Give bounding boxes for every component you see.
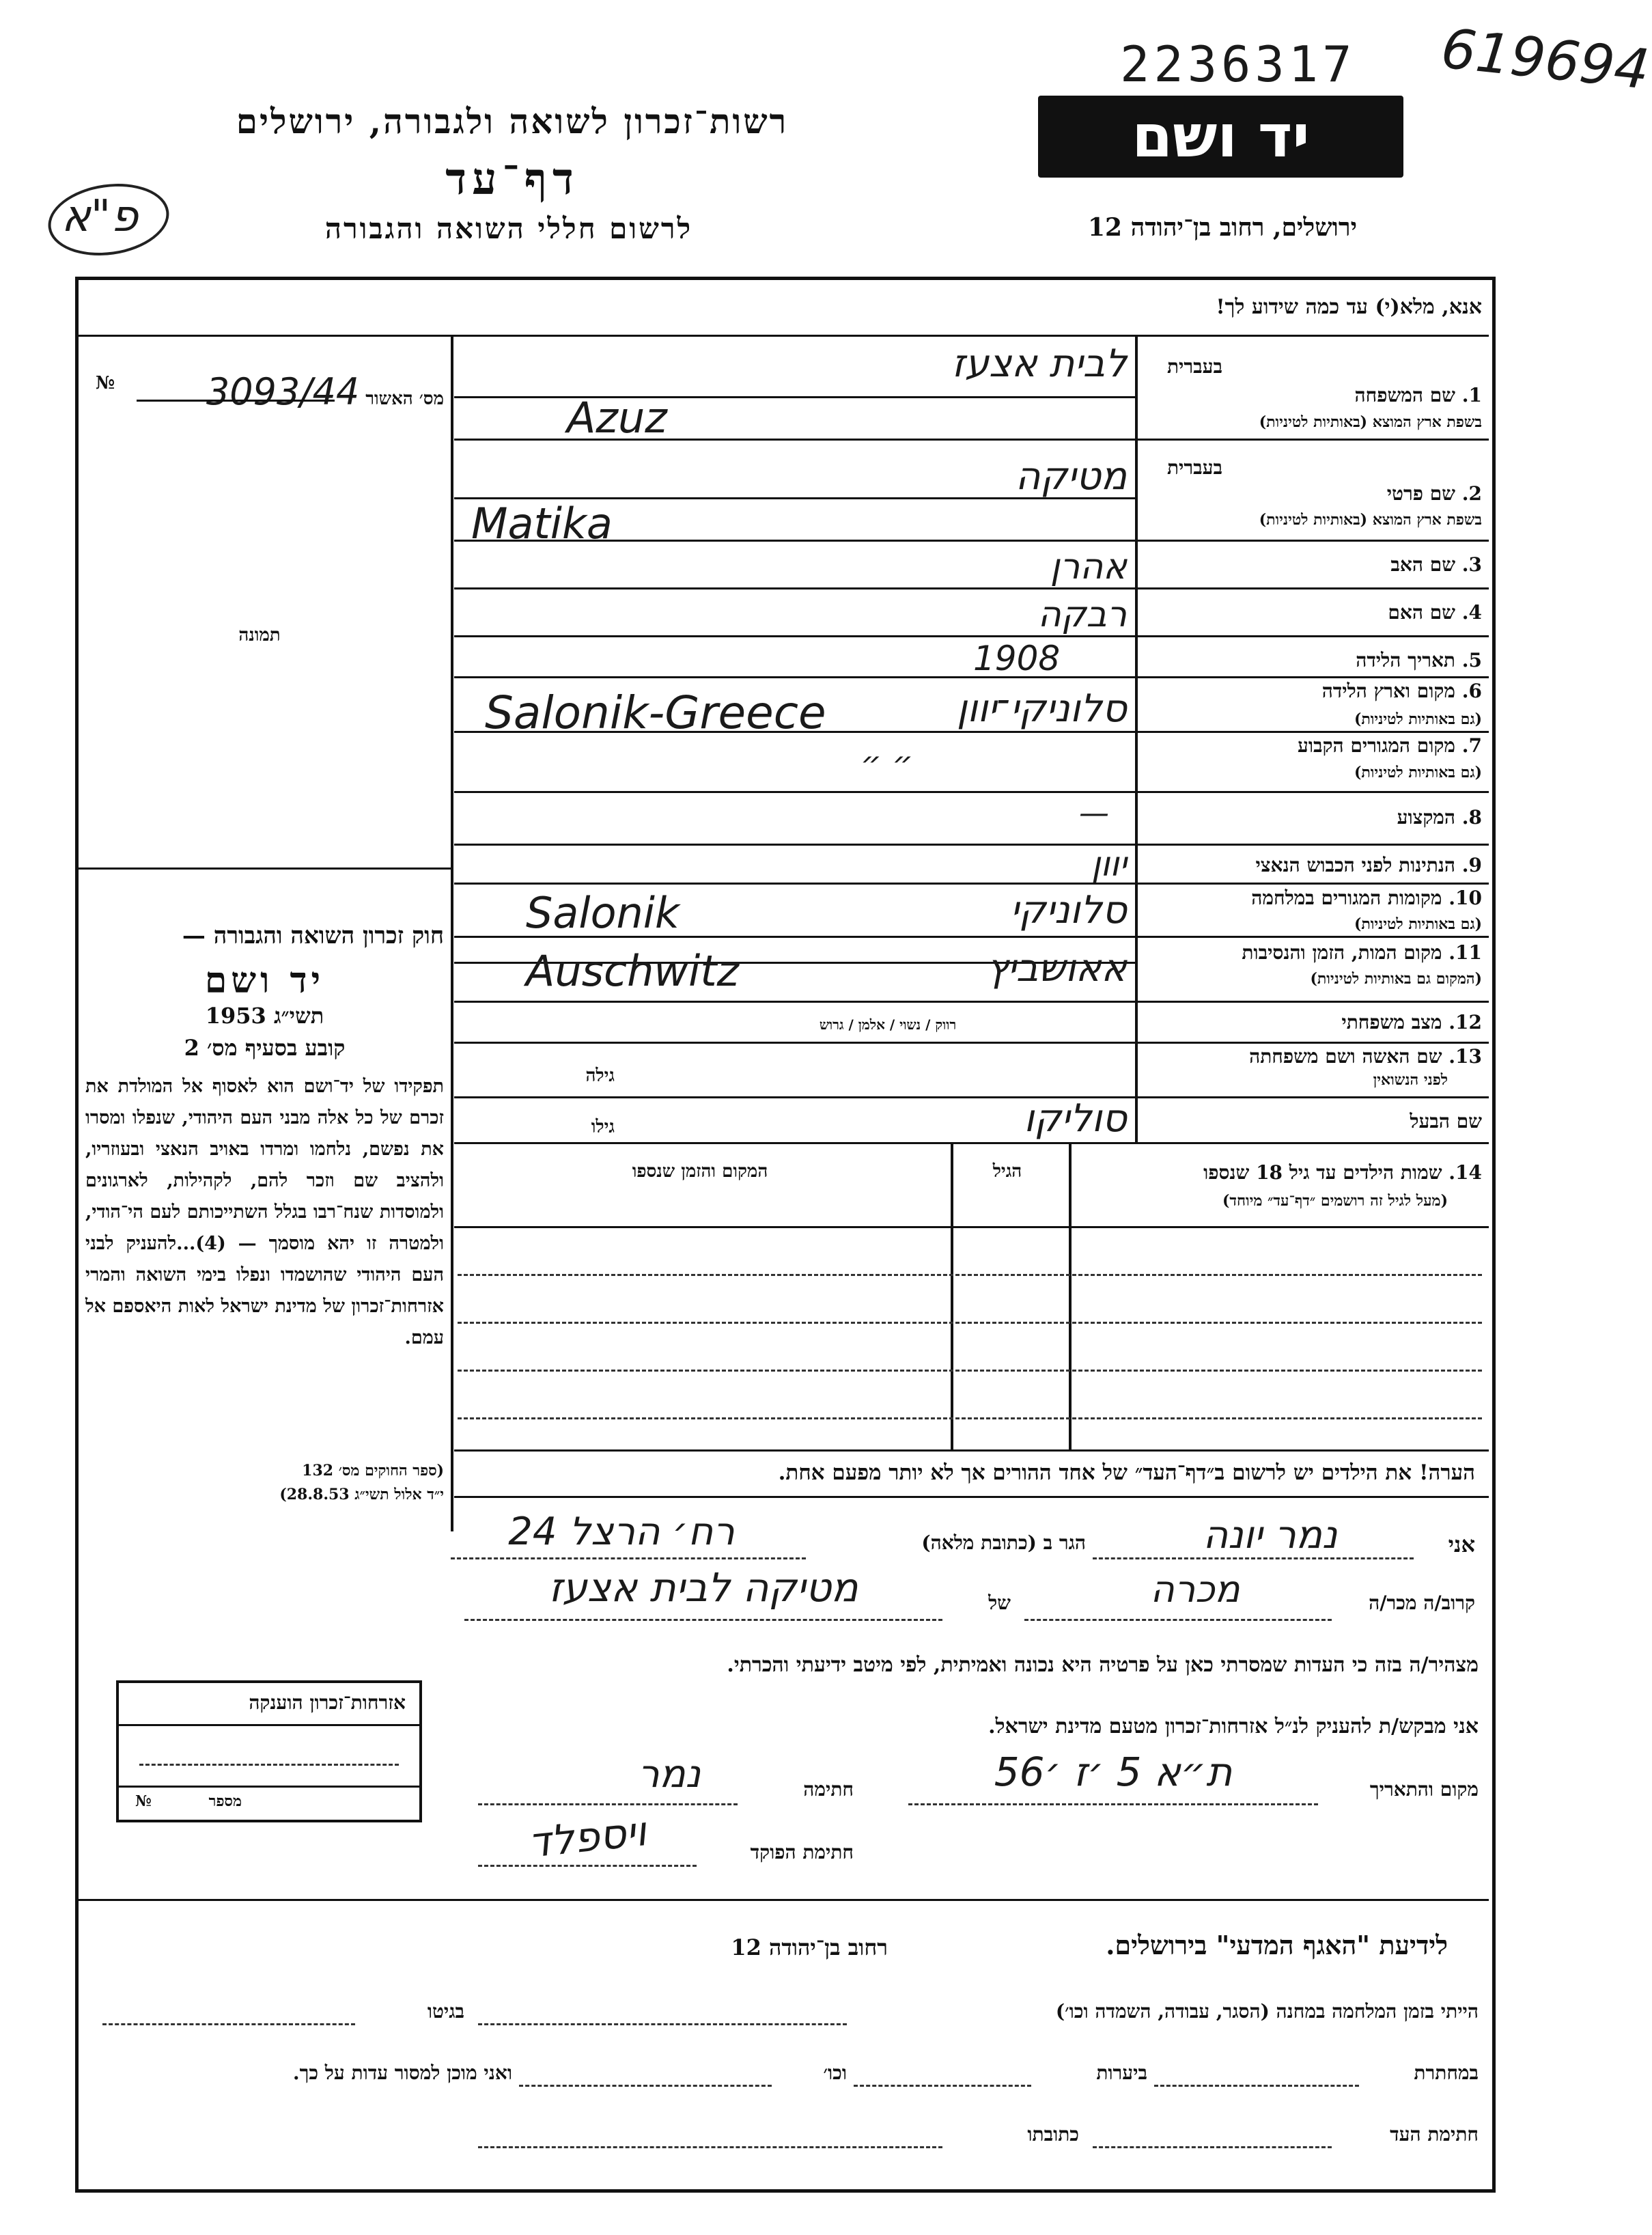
law-clause: קובע בסעיף מס׳ 2 [184, 1035, 346, 1061]
law-body: תפקידו של יד־ושם הוא לאסוף אל המולדת את זכרם של כל אלה מבני העם היהודי, שנפלו ומסרו את נפשם, נלחמו ומרדו באויב הנאצי ובעוזריו, ולהציב שם וזכר להם, לקהילות, לארגונים ולמוסדות שנח־רבו בגלל השתייכותם לעם הי־הודי, ולמטרה זו יהא מוסמך — (4)...להעניק לבני העם היהודי שהושמדו ונפלו בימי השואה והמרי אזרחות־זכרון של מדינת ישראל לאות היאספם אל עמם. [85, 1076, 444, 1348]
law-heading: חוק זכרון השואה והגבורה — [182, 922, 444, 949]
field-9-label: 9. הנתינות לפני הכבוש הנאצי [1255, 854, 1482, 876]
citizenship-box [116, 1680, 422, 1822]
witness-signature: נמר [637, 1752, 701, 1796]
field-10-sub: (גם באותיות לטיניות) [1354, 915, 1482, 933]
place-date-label: מקום והתאריך [1369, 1778, 1479, 1801]
marital-options: רווק / נשוי / אלמן / גרוש [819, 1016, 957, 1033]
officer-signature: ויספלד [526, 1807, 649, 1868]
yad-vashem-logo [1038, 96, 1403, 178]
field-12-label: 12. מצב משפחתי [1341, 1011, 1482, 1033]
field-4-label: 4. שם האם [1388, 601, 1482, 624]
field-3-value: אהרן [1050, 546, 1127, 587]
field-7-value: ״ ״ [860, 745, 914, 783]
footer-witness-signature-label: חתימת העד [1390, 2123, 1479, 2146]
footer-line2-a: במחתרת [1414, 2062, 1479, 2084]
field-2-label: 2. שם פרטי [1386, 482, 1482, 505]
field-2-sub: בשפת ארץ המוצא (באותיות לטיניות) [1259, 511, 1482, 529]
footer-line1-end: בגיטו [427, 2000, 464, 2023]
husband-name-label: שם הבעל [1410, 1110, 1482, 1133]
header-address: ירושלים, רחוב בן־יהודה 12 [1087, 213, 1358, 242]
citizenship-no-suffix: № [135, 1792, 152, 1810]
footer-line2-end: ואני מוכן למסור עדות על כך. [292, 2062, 512, 2084]
field-7-sub: (גם באותיות לטיניות) [1354, 764, 1482, 781]
field-1-latin-value: Azuz [567, 393, 667, 443]
field-1-sub: בשפת ארץ המוצא (באותיות לטיניות) [1259, 413, 1482, 431]
children-note: הערה! את הילדים יש לרשום ב״דף־העד״ של אחד ההורים אך לא יותר מפעם אחת. [778, 1460, 1475, 1485]
approval-underline [137, 400, 335, 402]
instruction-rule [79, 335, 1489, 337]
approval-no-suffix: № [96, 373, 115, 393]
children-col-place: המקום והזמן שנספו [632, 1161, 768, 1182]
relation-value: מכרה [1150, 1568, 1240, 1611]
authority-line: רשות־זכרון לשואה ולגבורה, ירושלים [236, 101, 789, 141]
logo-text: יד ושם [1132, 102, 1310, 171]
children-label: 14. שמות הילדים עד גיל 18 שנספו [1203, 1161, 1482, 1184]
field-8-value: — [1079, 796, 1109, 831]
corner-mark: פ"א [61, 191, 139, 242]
field-10-hebrew-value: סלוניקי [1010, 888, 1127, 932]
field-10-latin-value: Salonik [526, 888, 680, 938]
officer-label: חתימת הפוקד [750, 1841, 854, 1863]
field-1-label: 1. שם המשפחה [1354, 384, 1482, 406]
field-2-hebrew-value: מטיקה [1015, 454, 1127, 499]
field-11-label: 11. מקום המות, הזמן והנסיבות [1242, 941, 1482, 964]
field-11-sub: (המקום גם באותיות לטיניות) [1310, 970, 1482, 988]
field-8-label: 8. המקצוע [1397, 806, 1482, 829]
field-10-label: 10. מקומות המגורים במלחמה [1251, 887, 1482, 909]
citizenship-no-label: מספר [208, 1792, 242, 1810]
left-column-divider [451, 336, 453, 1531]
decl-ani: אני [1448, 1531, 1475, 1557]
wife-age-label: גילה [585, 1066, 615, 1086]
citizenship-box-title: אזרחות־זכרון הוענקה [249, 1691, 406, 1714]
field-5-value: 1908 [973, 639, 1061, 678]
field-13-value: סוליקו [1024, 1096, 1127, 1141]
field-7-label: 7. מקום המגורים הקבוע [1298, 734, 1482, 757]
law-name: יד ושם [204, 960, 325, 1001]
field-13-sub: לפני הנשואין [1373, 1071, 1448, 1089]
lang-tag-2: בעברית [1166, 456, 1222, 479]
witness-name: נמר יונה [1203, 1513, 1338, 1557]
lang-tag-1: בעברית [1166, 355, 1222, 378]
children-sub: (מעל לגיל זה רושמים ״דף־עד״ מיוחד) [1222, 1192, 1448, 1210]
footer-line2-c: וכו׳ [823, 2062, 847, 2084]
husband-age-label: גילו [591, 1117, 615, 1137]
relative-label: קרוב/ה מכר/ה [1369, 1592, 1475, 1614]
field-11-hebrew-value: אאושביץ [987, 946, 1127, 990]
serial-number: 2236317 [1120, 36, 1356, 93]
field-5-label: 5. תאריך הלידה [1356, 649, 1482, 671]
field-6-hebrew-value: סלוניקי־יוון [956, 686, 1127, 731]
law-year: תשי״ג 1953 [205, 1003, 324, 1029]
deceased-name: מטיקה לבית אצעז [548, 1564, 858, 1611]
of-label: של [988, 1592, 1011, 1614]
signature-label: חתימה [803, 1778, 854, 1801]
children-col-age: הגיל [992, 1161, 1022, 1182]
footer-address-label: כתובתו [1027, 2123, 1079, 2146]
form-title: דף־עד [445, 154, 579, 205]
field-2-latin-value: Matika [471, 499, 613, 549]
footer-address: רחוב בן־יהודה 12 [731, 1934, 888, 1960]
field-13-label: 13. שם האשה ושם משפחתה [1249, 1045, 1482, 1068]
field-4-value: רבקה [1037, 594, 1127, 635]
footer-attention: לידיעת "האגף המדעי" בירושלים. [1106, 1930, 1448, 1960]
place-date-value: ת״א 5 ׳ז ׳56 [994, 1749, 1233, 1795]
field-11-latin-value: Auschwitz [526, 946, 740, 996]
footer-line2-b: ביערות [1096, 2062, 1147, 2084]
field-9-value: יוון [1091, 844, 1127, 884]
witness-address: רח׳ הרצל 24 [508, 1510, 735, 1554]
field-6-latin-value: Salonik-Greece [485, 686, 826, 739]
handwritten-number: 619694 [1438, 16, 1652, 102]
citizenship-request: אני מבקש/ת להעניק לנ״ל אזרחות־זכרון מטעם מדינת ישראל. [988, 1715, 1479, 1738]
field-6-sub: (גם באותיות לטיניות) [1354, 710, 1482, 728]
footer-line1-start: הייתי בזמן המלחמה במחנה (הסגר, עבודה, השמדה וכו׳) [1055, 2000, 1479, 2023]
declaration-statement: מצהיר/ה בזה כי העדות שמסרתי כאן על פרטיה היא נכונה ואמיתית, לפי מיטב ידיעתי והכרתי. [727, 1653, 1479, 1677]
field-3-label: 3. שם האב [1390, 553, 1482, 576]
photo-label: תמונה [238, 625, 281, 645]
law-ref-2: י״ד אלול תשי״ג 28.8.53) [279, 1486, 444, 1503]
form-subtitle: לרשום חללי השואה והגבורה [324, 212, 693, 245]
labels-divider [1135, 336, 1138, 1142]
resides-label: הגר ב (כתובת מלאה) [921, 1531, 1086, 1554]
photo-box-bottom [79, 867, 451, 870]
field-6-label: 6. מקום וארץ הלידה [1321, 680, 1482, 702]
approval-label: מס׳ האשור 3093/44 [206, 370, 444, 413]
instruction: אנא, מלא(י) עד כמה שידוע לך! [1216, 295, 1482, 319]
field-1-hebrew-value: לבית אצעז [951, 342, 1127, 386]
law-ref-1: (ספר החוקים מס׳ 132 [302, 1462, 444, 1480]
